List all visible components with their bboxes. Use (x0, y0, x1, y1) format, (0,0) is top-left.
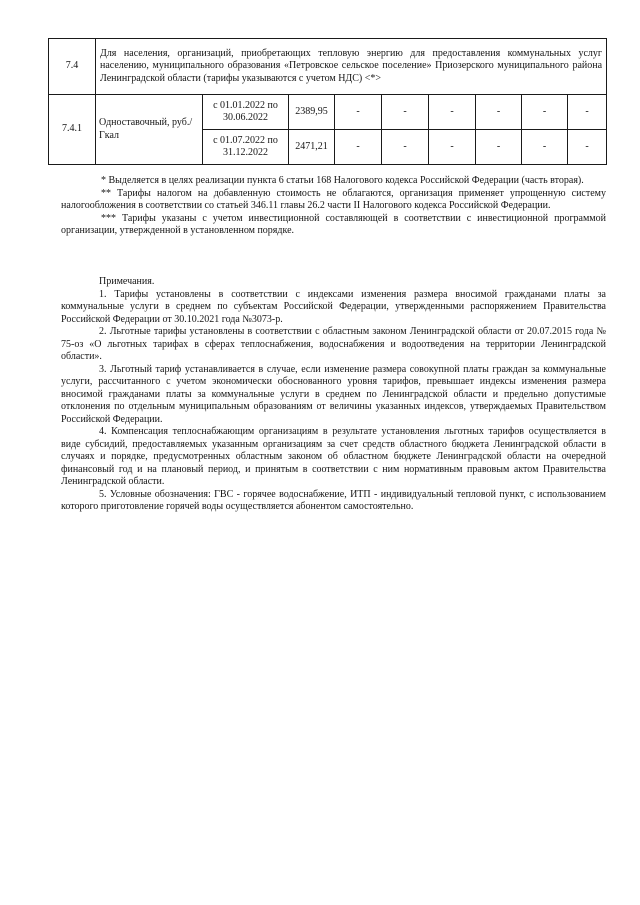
table-section-row (49, 39, 607, 95)
empty-cell: - (382, 130, 429, 165)
period-cell (203, 130, 289, 165)
footnotes (61, 175, 606, 238)
empty-cell: - (429, 130, 476, 165)
empty-cell: - (522, 130, 568, 165)
section-description: Для населения, организаций, приобретающих тепловую энергию для предоставления коммунальных услуг населению, муниципального образования «Петровское сельское поселение» Приозерского муниципального района Ленинградской области (тарифы указываются с учетом НДС) <*> (96, 39, 607, 95)
empty-cell: - (382, 95, 429, 130)
period-to: 31.12.2022 (223, 147, 268, 158)
period-cell (203, 95, 289, 130)
empty-cell: - (335, 130, 382, 165)
note-item: 4. Компенсация теплоснабжающим организациям в результате установления льготных тарифов осуществляется в виде субсидий, предоставляемых указанным организациям за счет средств областного бюджета Ленинградской области в случаях и порядке, предусмотренных областным законом об областном бюджете Ленинградской области на очередной финансовый год и на плановый период, и принятым в соответствии с ним нормативным правовым актом Правительства Ленинградской области. (61, 426, 606, 487)
empty-cell: - (429, 95, 476, 130)
note-item: 1. Тарифы установлены в соответствии с индексами изменения размера вносимой гражданами платы за коммунальные услуги в среднем по субъектам Российской Федерации, утвержденными распоряжением Правительства Российской Федерации от 30.10.2021 года №3073-р. (61, 288, 606, 325)
note-item: 2. Льготные тарифы установлены в соответствии с областным законом Ленинградской области от 20.07.2015 года № 75-оз «О льготных тарифах в сферах теплоснабжения, водоснабжения и водоотведения на территории Ленинградской области». (61, 326, 606, 362)
tariff-type: Одноставочный, руб./Гкал (96, 95, 203, 165)
empty-cell: - (522, 95, 568, 130)
footnote: *** Тарифы указаны с учетом инвестиционной составляющей в соответствии с инвестиционной программой организации, утвержденной в установленном порядке. (61, 212, 606, 236)
note-item: 3. Льготный тариф устанавливается в случае, если изменение размера совокупной платы граждан за коммунальные услуги, рассчитанного с учетом экономически обоснованного уровня тарифов, превышает индексы изменения размера вносимой гражданами платы за коммунальные услуги в среднем по Ленинградской области и предельно допустимые отклонения по отдельным муниципальным образованиям от величины указанных индексов, утверждаемых Правительством Российской Федерации. (61, 363, 606, 425)
period-from: с 01.07.2022 по (213, 135, 278, 146)
tariff-table (48, 38, 607, 165)
period-to: 30.06.2022 (223, 112, 268, 123)
empty-cell: - (568, 95, 607, 130)
section-number: 7.4 (49, 39, 96, 95)
period-from: с 01.01.2022 по (213, 100, 278, 111)
note-item: 5. Условные обозначения: ГВС - горячее водоснабжение, ИТП - индивидуальный тепловой пункт, с использованием которого приготовление горячей воды осуществляется абонентом самостоятельно. (61, 488, 606, 512)
notes-title: Примечания. (99, 276, 155, 287)
empty-cell: - (476, 95, 522, 130)
empty-cell: - (335, 95, 382, 130)
empty-cell: - (476, 130, 522, 165)
tariff-value: 2389,95 (289, 95, 335, 130)
table-row (49, 95, 607, 130)
row-number: 7.4.1 (49, 95, 96, 165)
notes-section (61, 276, 606, 514)
footnote: * Выделяется в целях реализации пункта 6 статьи 168 Налогового кодекса Российской Федерации (часть вторая). (101, 175, 584, 186)
empty-cell: - (568, 130, 607, 165)
footnote: ** Тарифы налогом на добавленную стоимость не облагаются, организация применяет упрощенную систему налогообложения в соответствии со статьей 346.11 главы 26.2 части II Налогового кодекса Российской Федерации. (61, 187, 606, 211)
tariff-value: 2471,21 (289, 130, 335, 165)
